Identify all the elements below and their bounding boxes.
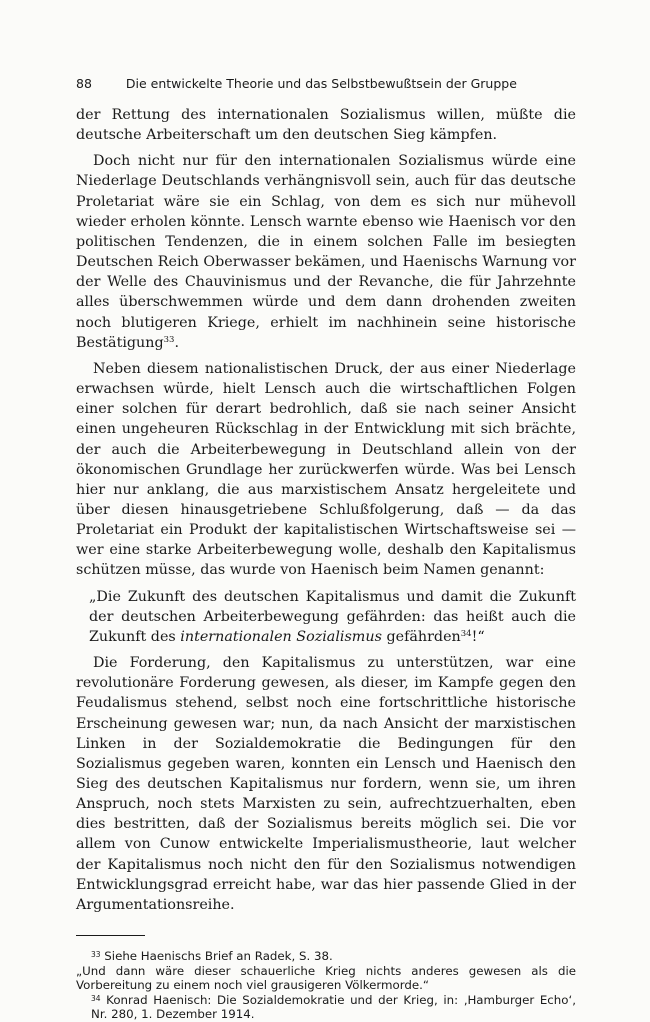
footnote-34-text: Konrad Haenisch: Die Sozialdemokratie und der Krieg, in: ‚Hamburger Echo‘, Nr. 280, 1. Dezember 1914.	[91, 992, 576, 1022]
footnote-34	[76, 993, 576, 1022]
footnote-mark-33: 33	[91, 950, 101, 960]
footnote-33-text: Siehe Haenischs Brief an Radek, S. 38.	[100, 949, 333, 964]
paragraph-4: Die Forderung, den Kapitalismus zu unterstützen, war eine revolutionäre Forderung gewesen, als dieser, im Kampfe gegen den Feudalismus stehend, selbst noch eine fortschrittliche historische Erscheinung gewesen war; nun, da nach Ansicht der marxistischen Linken in der Sozialdemokratie die Bedingungen für den Sozialismus gegeben waren, konnten ein Lensch und Haenisch den Sieg des deutschen Kapitalismus nur fordern, wenn sie, um ihren Anspruch, noch stets Marxisten zu sein, aufrechtzuerhalten, eben dies bestritten, daß der Sozialismus bereits möglich sei. Die vor allem von Cunow entwickelte Imperialismustheorie, laut welcher der Kapitalismus noch nicht den für den Sozialismus notwendigen Entwicklungsgrad erreicht habe, war das hier passende Glied in der Argumentationsreihe.	[76, 655, 576, 913]
paragraph-2: Doch nicht nur für den internationalen Sozialismus würde eine Niederlage Deutschlands verhängnisvoll sein, auch für das deutsche Proletariat wäre sie ein Schlag, von dem es sich nur mühevoll wieder erholen könnte. Lensch warnte ebenso wie Haenisch vor den politischen Tendenzen, die in einem solchen Falle im besiegten Deutschen Reich Oberwasser bekämen, und Haenischs Warnung vor der Welle des Chauvinismus und der Revanche, die für Jahrzehnte alles überschwemmen würde und dem dann drohenden zweiten noch blutigeren Kriege, erhielt im nachhinein seine historische Bestätigung$^{33}$.	[76, 153, 576, 351]
paragraph-1: der Rettung des internationalen Sozialismus willen, müßte die deutsche Arbeiterschaft um den deutschen Sieg kämpfen.	[76, 107, 576, 144]
footnote-ref-33[interactable]: 33	[163, 334, 175, 345]
book-page	[76, 76, 576, 1022]
block-quote	[89, 587, 576, 647]
running-header	[76, 76, 576, 92]
body-text	[76, 105, 576, 915]
footnote-ref-34[interactable]: 34	[460, 628, 472, 639]
footnote-mark-34: 34	[91, 993, 101, 1003]
footnote-33	[76, 949, 576, 964]
quote-text-end: gefährden	[381, 628, 461, 645]
quote-italic: internationalen Sozialismus	[180, 628, 382, 645]
quote-text-start: „Die Zukunft des deutschen Kapitalismus und damit die Zukunft der deutschen Arbeiterbewegung gefährden: das heißt auch die Zukunft des	[89, 588, 576, 645]
paragraph-3: Neben diesem nationalistischen Druck, der aus einer Niederlage erwachsen würde, hielt Lensch auch die wirtschaftlichen Folgen einer solchen für derart bedrohlich, daß sie nach seiner Ansicht einen ungeheuren Rückschlag in der Entwicklung mit sich brächte, der auch die Arbeiterbewegung in Deutschland allein von der ökonomischen Grundlage her zurückwerfen würde. Was bei Lensch hier nur anklang, die aus marxistischem Ansatz hergeleitete und über diesen hinausgetriebene Schlußfolgerung, daß — da das Proletariat ein Produkt der kapitalistischen Wirtschaftsweise sei — wer eine starke Arbeiterbewegung wolle, deshalb den Kapitalismus schützen müsse, das wurde von Haenisch beim Namen genannt:	[76, 360, 576, 579]
footnote-33-continuation: „Und dann wäre dieser schauerliche Krieg nichts anderes gewesen als die Vorbereitung zu einem noch viel grausigeren Völkermorde.“	[76, 963, 576, 993]
footnote-separator	[76, 935, 145, 936]
quote-close: !“	[471, 628, 485, 645]
paragraph-2-text: Doch nicht nur für den internationalen Sozialismus würde eine Niederlage Deutschlands verhängnisvoll sein, auch für das deutsche Proletariat wäre sie ein Schlag, von dem es sich nur mühevoll wieder erholen könnte. Lensch warnte ebenso wie Haenisch vor den politischen Tendenzen, die in einem solchen Falle im besiegten Deutschen Reich Oberwasser bekämen, und Haenischs Warnung vor der Welle des Chauvinismus und der Revanche, die für Jahrzehnte alles überschwemmen würde und dem dann drohenden zweiten noch blutigeren Kriege, erhielt im nachhinein seine historische Bestätigung	[76, 153, 576, 351]
page-number: 88	[76, 76, 92, 91]
running-title: Die entwickelte Theorie und das Selbstbewußtsein der Gruppe	[125, 76, 517, 91]
